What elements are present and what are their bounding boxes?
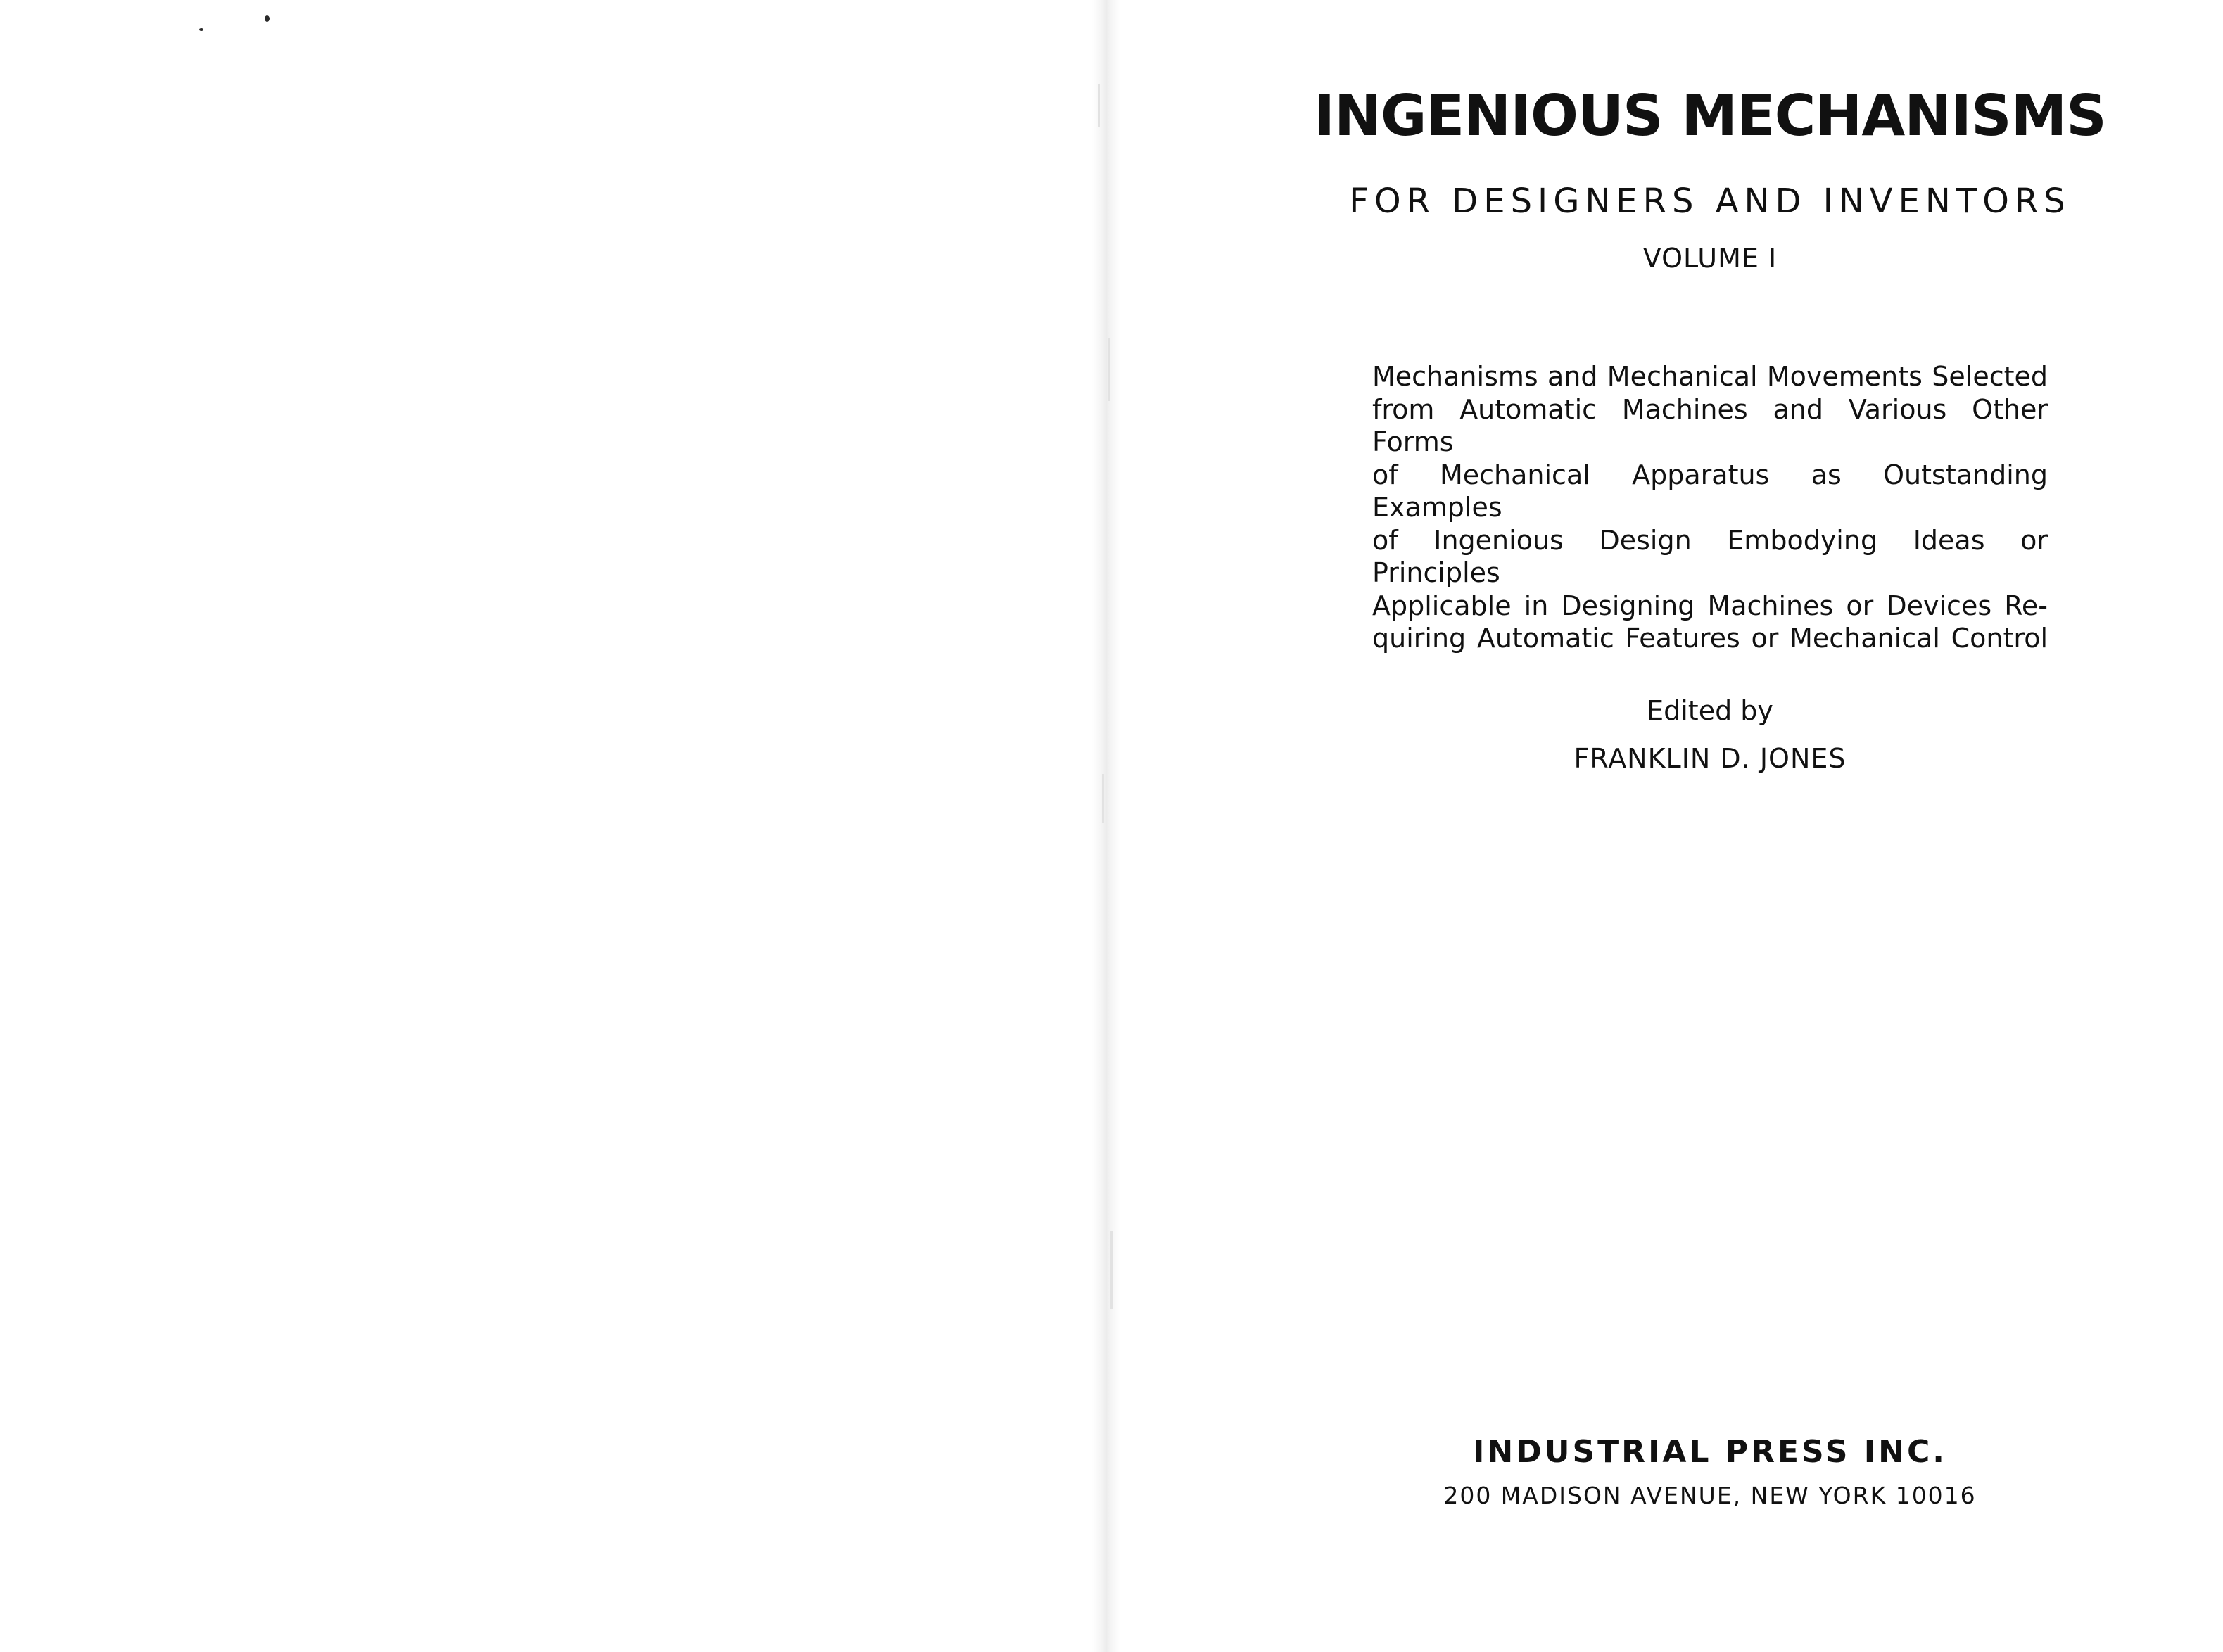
description-line: of Mechanical Apparatus as Outstanding Examples <box>1372 459 2048 523</box>
publisher-address: 200 MADISON AVENUE, NEW YORK 10016 <box>1443 1482 1977 1509</box>
volume-label: VOLUME I <box>1642 243 1778 274</box>
ink-speck <box>199 28 203 31</box>
description-line: of Ingenious Design Embodying Ideas or Principles <box>1372 524 2048 588</box>
publisher-name: INDUSTRIAL PRESS INC. <box>1473 1434 1947 1470</box>
book-title: INGENIOUS MECHANISMS <box>1314 83 2106 148</box>
description-line: quiring Automatic Features or Mechanical Control <box>1372 623 2048 654</box>
description-line: Mechanisms and Mechanical Movements Selected <box>1372 361 2048 392</box>
ink-speck <box>265 15 270 22</box>
description-line: Applicable in Designing Machines or Devices Re- <box>1372 590 2048 621</box>
editor-name: FRANKLIN D. JONES <box>1573 743 1847 774</box>
edited-by-label: Edited by <box>1647 695 1773 726</box>
page-gutter <box>1092 0 1120 1652</box>
left-page-blank <box>0 0 1098 1652</box>
book-subtitle: FOR DESIGNERS AND INVENTORS <box>1349 182 2071 221</box>
description-line: from Automatic Machines and Various Other Forms <box>1372 393 2048 457</box>
book-description <box>1372 360 2048 655</box>
